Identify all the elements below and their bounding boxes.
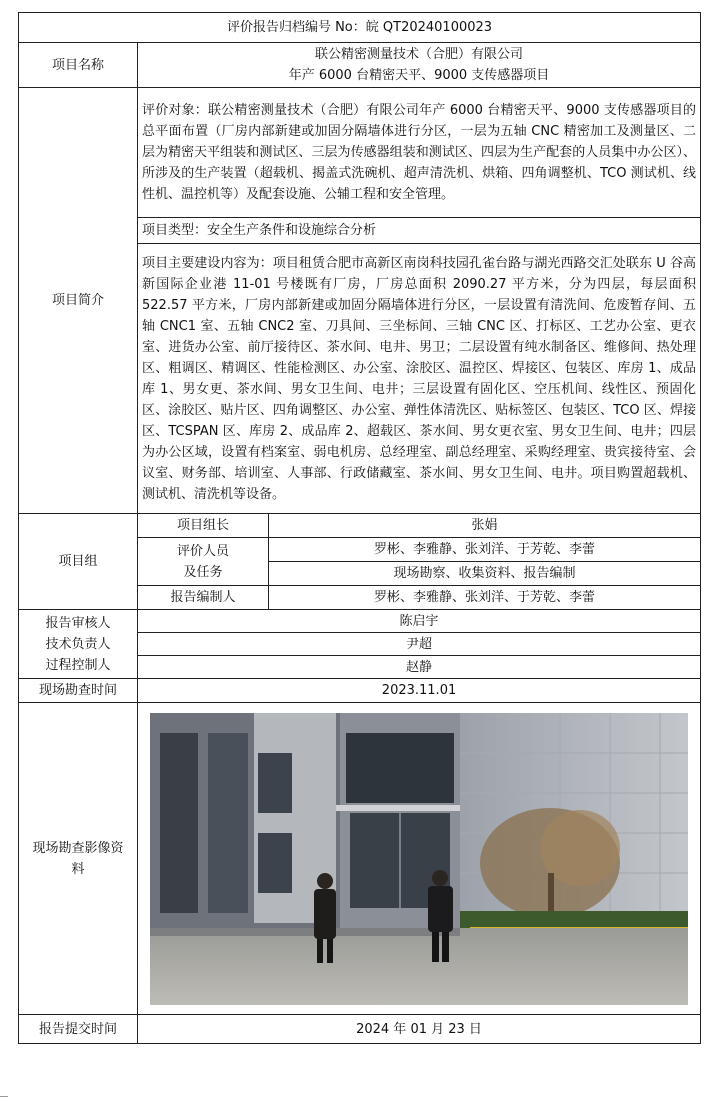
photo-label: [19, 703, 138, 1015]
tasks-value: 现场勘察、收集资料、报告编制: [269, 562, 701, 586]
tech-lead-value: 尹超: [138, 633, 701, 656]
photo-label-line2: 料: [71, 861, 85, 877]
project-name-label: 项目名称: [19, 43, 138, 88]
reviewer-label: 报告审核人: [45, 615, 111, 631]
staff-label-line2: 及任务: [183, 564, 223, 580]
project-type: 项目类型：安全生产条件和设施综合分析: [138, 218, 701, 244]
survey-time-label: 现场勘查时间: [19, 679, 138, 703]
evaluation-form: [18, 12, 701, 1044]
site-survey-photo: [150, 713, 688, 1005]
company-name: 联公精密测量技术（合肥）有限公司: [315, 47, 524, 62]
submit-time-value: 2024 年 01 月 23 日: [138, 1015, 701, 1044]
tech-lead-label: 技术负责人: [45, 636, 111, 652]
construction-content: 项目主要建设内容为：项目租赁合肥市高新区南岗科技园孔雀台路与湖光西路交汇处联东 U 谷高新国际企业港 11-01 号楼既有厂房，厂房总面积 2090.27 平方米，分为四层，每层面积 522.57 平方米，厂房内部新建或加固分隔墙体进行分区，一层设置有清洗间、危废暂存间、五轴 CNC1 室、五轴 CNC2 室、刀具间、三坐标间、三轴 CNC 区、打标区、工艺办公室、更衣室、进货办公室、前厅接待区、茶水间、电井、男卫；二层设置有纯水制备区、维修间、热处理区、粗调区、精调区、性能检测区、办公室、涂胶区、温控区、焊接区、包装区、库房 1、成品库 1、男女更、茶水间、男女卫生间、电井；三层设置有固化区、空压机间、线性区、预固化区、涂胶区、贴片区、四角调整区、办公室、弹性体清洗区、贴标签区、包装区、TCO 区、焊接区、TCSPAN 区、库房 2、成品库 2、超载区、茶水间、男女更衣室、男女卫生间、电井；四层为办公区域，设置有档案室、弱电机房、总经理室、副总经理室、采购经理室、贵宾接待室、会议室、财务部、培训室、人事部、行政储藏室、茶水间、男女卫生间、电井。项目购置超载机、测试机、清洗机等设备。: [138, 244, 701, 514]
photo-cell: [138, 703, 701, 1015]
project-title: 年产 6000 台精密天平、9000 支传感器项目: [288, 68, 550, 83]
staff-label-line1: 评价人员: [176, 543, 229, 559]
review-labels: [19, 610, 138, 679]
reviewer-value: 陈启宇: [138, 610, 701, 633]
survey-time-value: 2023.11.01: [138, 679, 701, 703]
archive-number: 评价报告归档编号 No：皖 QT20240100023: [19, 13, 701, 43]
evaluation-object: 评价对象：联公精密测量技术（合肥）有限公司年产 6000 台精密天平、9000 支传感器项目的总平面布置（厂房内部新建或加固分隔墙体进行分区，一层为五轴 CNC 精密加工及测量区、二层为精密天平组装和测试区、三层为传感器组装和测试区、四层为生产配套的人员集中办公区）、所涉及的生产装置（超载机、揭盖式洗碗机、超声清洗机、烘箱、四角调整机、TCO 测试机、线性机、温控机等）及配套设施、公辅工程和安全管理。: [138, 88, 701, 218]
team-label: 项目组: [19, 514, 138, 610]
submit-time-label: 报告提交时间: [19, 1015, 138, 1044]
leader-label: 项目组长: [138, 514, 269, 538]
staff-value: 罗彬、李雅静、张刘洋、于芳乾、李蕾: [269, 538, 701, 562]
project-name-value: [138, 43, 701, 88]
writer-label: 报告编制人: [138, 586, 269, 610]
project-intro-label: 项目简介: [19, 88, 138, 514]
process-controller-value: 赵静: [138, 656, 701, 679]
photo-label-line1: 现场勘查影像资: [32, 840, 124, 856]
process-controller-label: 过程控制人: [45, 657, 111, 673]
staff-label: [138, 538, 269, 586]
writer-value: 罗彬、李雅静、张刘洋、于芳乾、李蕾: [269, 586, 701, 610]
page-edge-mark: [0, 1096, 8, 1097]
leader-value: 张娟: [269, 514, 701, 538]
